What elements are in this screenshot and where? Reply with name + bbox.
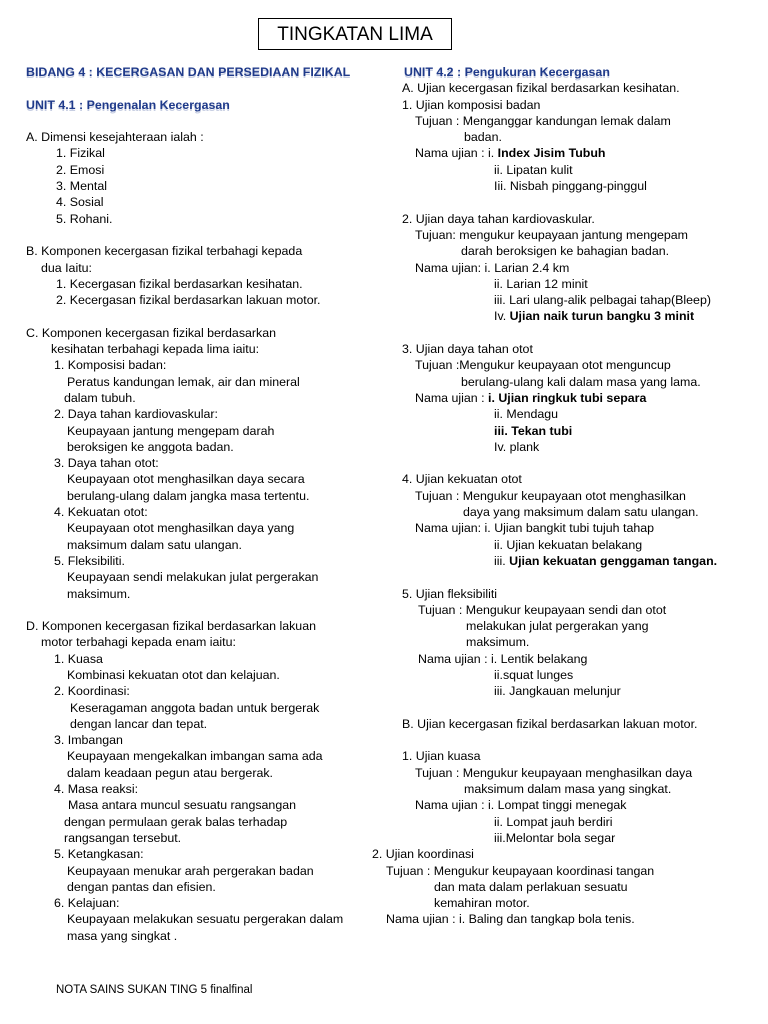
line-text: darah beroksigen ke bahagian badan. bbox=[461, 244, 670, 259]
text-line bbox=[26, 537, 366, 553]
line-text: Nama ujian: i. Larian 2.4 km bbox=[415, 260, 570, 275]
text-line bbox=[372, 341, 762, 357]
text-line bbox=[372, 97, 762, 113]
line-text: ii. Ujian kekuatan belakang bbox=[494, 537, 643, 552]
line-text: 6. Kelajuan: bbox=[54, 896, 120, 911]
text-line bbox=[372, 260, 762, 276]
text-line bbox=[26, 145, 366, 161]
blank-line bbox=[26, 80, 366, 96]
section-heading bbox=[372, 64, 762, 80]
text-line bbox=[372, 537, 762, 553]
line-text: Nama ujian : i. Lentik belakang bbox=[418, 651, 588, 666]
text-line bbox=[26, 651, 366, 667]
text-line bbox=[372, 830, 762, 846]
line-text: Nama ujian : i. bbox=[415, 146, 498, 161]
line-text: Nama ujian : i. Lompat tinggi menegak bbox=[415, 798, 627, 813]
text-line bbox=[26, 781, 366, 797]
text-line bbox=[26, 325, 366, 341]
text-line bbox=[26, 879, 366, 895]
text-line bbox=[26, 732, 366, 748]
blank-line bbox=[372, 569, 762, 585]
line-text: motor terbahagi kepada enam iaitu: bbox=[41, 635, 236, 650]
line-text: dalam keadaan pegun atau bergerak. bbox=[67, 765, 273, 780]
line-text: Tujuan : Mengukur keupayaan koordinasi tangan bbox=[386, 863, 655, 878]
line-text: maksimum dalam satu ulangan. bbox=[67, 537, 242, 552]
text-line bbox=[26, 162, 366, 178]
text-line bbox=[372, 716, 762, 732]
line-text: ii. Lompat jauh berdiri bbox=[494, 814, 613, 829]
text-line bbox=[26, 390, 366, 406]
line-text: Keupayaan melakukan sesuatu pergerakan dalam bbox=[67, 912, 344, 927]
text-line bbox=[26, 129, 366, 145]
text-line bbox=[372, 602, 762, 618]
text-line bbox=[372, 211, 762, 227]
line-text: Kombinasi kekuatan otot dan kelajuan. bbox=[67, 667, 280, 682]
bold-text: Index Jisim Tubuh bbox=[497, 146, 606, 161]
line-text: Tujuan : Mengukur keupayaan otot menghasilkan bbox=[415, 488, 686, 503]
blank-line bbox=[26, 227, 366, 243]
text-line bbox=[26, 520, 366, 536]
line-text: ii. Mendagu bbox=[494, 407, 559, 422]
text-line bbox=[26, 211, 366, 227]
text-line bbox=[372, 80, 762, 96]
line-text: berulang-ulang dalam jangka masa tertentu. bbox=[67, 488, 310, 503]
text-line bbox=[26, 748, 366, 764]
text-line bbox=[372, 374, 762, 390]
line-text: A. Dimensi kesejahteraan ialah : bbox=[26, 130, 204, 145]
text-line bbox=[372, 846, 762, 862]
line-text: kemahiran motor. bbox=[434, 896, 530, 911]
bold-text: iii. Tekan tubi bbox=[494, 423, 573, 438]
bold-text: Ujian naik turun bangku 3 minit bbox=[509, 309, 695, 324]
line-text: B. Komponen kecergasan fizikal terbahagi kepada bbox=[26, 244, 303, 259]
line-text: 2. Ujian daya tahan kardiovaskular. bbox=[402, 211, 595, 226]
line-text: badan. bbox=[464, 130, 502, 145]
text-line bbox=[372, 390, 762, 406]
bold-text: Ujian kekuatan genggaman tangan. bbox=[509, 553, 718, 568]
left-column bbox=[26, 64, 366, 944]
page-title: TINGKATAN LIMA bbox=[258, 18, 452, 50]
line-text: 1. Komposisi badan: bbox=[54, 358, 167, 373]
text-line bbox=[26, 455, 366, 471]
line-text: Keseragaman anggota badan untuk bergerak bbox=[70, 700, 320, 715]
blank-line bbox=[372, 732, 762, 748]
line-text: dua Iaitu: bbox=[41, 260, 92, 275]
text-line bbox=[26, 357, 366, 373]
line-text: Nama ujian : i. Baling dan tangkap bola tenis. bbox=[386, 912, 635, 927]
line-text: beroksigen ke anggota badan. bbox=[67, 439, 234, 454]
text-line bbox=[372, 765, 762, 781]
text-line bbox=[372, 488, 762, 504]
text-line bbox=[372, 178, 762, 194]
line-text: 1. Kecergasan fizikal berdasarkan kesihatan. bbox=[56, 276, 303, 291]
line-text: D. Komponen kecergasan fizikal berdasarkan lakuan bbox=[26, 619, 316, 634]
text-line bbox=[372, 308, 762, 324]
line-text: Keupayaan otot menghasilkan daya yang bbox=[67, 521, 295, 536]
text-line bbox=[26, 634, 366, 650]
line-text: Keupayaan menukar arah pergerakan badan bbox=[67, 863, 314, 878]
footer-note: NOTA SAINS SUKAN TING 5 finalfinal bbox=[56, 984, 253, 996]
text-line bbox=[372, 553, 762, 569]
line-text: Keupayaan mengekalkan imbangan sama ada bbox=[67, 749, 323, 764]
line-text: Tujuan :Mengukur keupayaan otot menguncup bbox=[415, 358, 671, 373]
bold-text: i. Ujian ringkuk tubi separa bbox=[488, 390, 647, 405]
line-text: iii. bbox=[494, 553, 510, 568]
line-text: iii. Lari ulang-alik pelbagai tahap(Bleep) bbox=[494, 293, 711, 308]
line-text: 3. Ujian daya tahan otot bbox=[402, 342, 533, 357]
text-line bbox=[26, 243, 366, 259]
text-line bbox=[26, 765, 366, 781]
text-line bbox=[26, 911, 366, 927]
text-line bbox=[372, 162, 762, 178]
line-text: 1. Fizikal bbox=[56, 146, 105, 161]
text-line bbox=[372, 406, 762, 422]
text-line bbox=[26, 276, 366, 292]
text-line bbox=[26, 374, 366, 390]
line-text: maksimum. bbox=[67, 586, 131, 601]
text-line bbox=[372, 781, 762, 797]
line-text: Peratus kandungan lemak, air dan mineral bbox=[67, 374, 300, 389]
blank-line bbox=[372, 194, 762, 210]
line-text: 2. Ujian koordinasi bbox=[372, 847, 474, 862]
text-line bbox=[372, 243, 762, 259]
text-line bbox=[372, 276, 762, 292]
text-line bbox=[26, 504, 366, 520]
line-text: 1. Ujian kuasa bbox=[402, 749, 481, 764]
line-text: masa yang singkat . bbox=[67, 928, 178, 943]
line-text: Tujuan : Menganggar kandungan lemak dalam bbox=[415, 113, 671, 128]
line-text: Keupayaan sendi melakukan julat pergerakan bbox=[67, 570, 319, 585]
text-line bbox=[372, 292, 762, 308]
line-text: dengan pantas dan efisien. bbox=[67, 879, 216, 894]
text-line bbox=[372, 667, 762, 683]
text-line bbox=[26, 292, 366, 308]
line-text: kesihatan terbahagi kepada lima iaitu: bbox=[51, 342, 260, 357]
line-text: maksimum. bbox=[466, 635, 530, 650]
line-text: ii.squat lunges bbox=[494, 667, 574, 682]
text-line bbox=[372, 651, 762, 667]
text-line bbox=[372, 504, 762, 520]
line-text: UNIT 4.1 : Pengenalan Kecergasan bbox=[26, 97, 230, 112]
line-text: Nama ujian : bbox=[415, 390, 489, 405]
line-text: maksimum dalam masa yang singkat. bbox=[464, 782, 672, 797]
line-text: berulang-ulang kali dalam masa yang lama. bbox=[461, 374, 701, 389]
line-text: 4. Ujian kekuatan otot bbox=[402, 472, 522, 487]
text-line bbox=[26, 471, 366, 487]
line-text: Keupayaan otot menghasilkan daya secara bbox=[67, 472, 305, 487]
line-text: 4. Kekuatan otot: bbox=[54, 505, 148, 520]
line-text: 3. Imbangan bbox=[54, 733, 123, 748]
text-line bbox=[26, 586, 366, 602]
text-line bbox=[26, 260, 366, 276]
line-text: 3. Mental bbox=[56, 179, 107, 194]
line-text: 1. Ujian komposisi badan bbox=[402, 97, 541, 112]
section-heading bbox=[26, 64, 366, 80]
text-line bbox=[372, 520, 762, 536]
line-text: Keupayaan jantung mengepam darah bbox=[67, 423, 275, 438]
line-text: ii. Lipatan kulit bbox=[494, 162, 573, 177]
line-text: 3. Daya tahan otot: bbox=[54, 456, 159, 471]
text-line bbox=[372, 113, 762, 129]
blank-line bbox=[26, 602, 366, 618]
text-line bbox=[26, 895, 366, 911]
text-line bbox=[372, 618, 762, 634]
text-line bbox=[372, 748, 762, 764]
line-text: Iv. plank bbox=[494, 439, 540, 454]
line-text: ii. Larian 12 minit bbox=[494, 276, 588, 291]
line-text: iii.Melontar bola segar bbox=[494, 830, 616, 845]
blank-line bbox=[26, 113, 366, 129]
text-line bbox=[26, 618, 366, 634]
line-text: Nama ujian: i. Ujian bangkit tubi tujuh tahap bbox=[415, 521, 655, 536]
text-line bbox=[26, 683, 366, 699]
text-line bbox=[372, 634, 762, 650]
line-text: 2. Daya tahan kardiovaskular: bbox=[54, 407, 218, 422]
text-line bbox=[372, 911, 762, 927]
line-text: dan mata dalam perlakuan sesuatu bbox=[434, 879, 628, 894]
blank-line bbox=[372, 455, 762, 471]
line-text: BIDANG 4 : KECERGASAN DAN PERSEDIAAN FIZIKAL bbox=[26, 65, 351, 79]
line-text: 4. Masa reaksi: bbox=[54, 782, 139, 797]
line-text: Masa antara muncul sesuatu rangsangan bbox=[68, 798, 296, 813]
line-text: 5. Rohani. bbox=[56, 211, 113, 226]
blank-line bbox=[372, 700, 762, 716]
section-heading bbox=[26, 97, 366, 113]
line-text: rangsangan tersebut. bbox=[64, 830, 182, 845]
line-text: daya yang maksimum dalam satu ulangan. bbox=[463, 505, 699, 520]
text-line bbox=[26, 863, 366, 879]
line-text: Iii. Nisbah pinggang-pinggul bbox=[494, 179, 647, 194]
text-line bbox=[372, 129, 762, 145]
text-line bbox=[26, 846, 366, 862]
text-line bbox=[26, 406, 366, 422]
text-line bbox=[26, 423, 366, 439]
text-line bbox=[26, 553, 366, 569]
text-line bbox=[26, 488, 366, 504]
text-line bbox=[26, 700, 366, 716]
text-line bbox=[26, 341, 366, 357]
text-line bbox=[372, 683, 762, 699]
text-line bbox=[372, 471, 762, 487]
text-line bbox=[26, 814, 366, 830]
text-line bbox=[372, 227, 762, 243]
line-text: 5. Ketangkasan: bbox=[54, 847, 144, 862]
line-text: 5. Ujian fleksibiliti bbox=[402, 586, 498, 601]
text-line bbox=[372, 423, 762, 439]
line-text: Tujuan : Mengukur keupayaan sendi dan otot bbox=[418, 602, 667, 617]
line-text: 5. Fleksibiliti. bbox=[54, 553, 125, 568]
line-text: 2. Emosi bbox=[56, 162, 105, 177]
blank-line bbox=[372, 325, 762, 341]
right-column bbox=[372, 64, 762, 928]
line-text: UNIT 4.2 : Pengukuran Kecergasan bbox=[404, 65, 610, 79]
text-line bbox=[26, 830, 366, 846]
line-text: 1. Kuasa bbox=[54, 651, 103, 666]
text-line bbox=[26, 797, 366, 813]
text-line bbox=[26, 194, 366, 210]
text-line bbox=[372, 895, 762, 911]
line-text: 2. Koordinasi: bbox=[54, 684, 130, 699]
line-text: iii. Jangkauan melunjur bbox=[494, 684, 621, 699]
line-text: Tujuan: mengukur keupayaan jantung mengepam bbox=[415, 227, 689, 242]
text-line bbox=[26, 928, 366, 944]
line-text: 4. Sosial bbox=[56, 195, 104, 210]
text-line bbox=[26, 439, 366, 455]
line-text: dengan permulaan gerak balas terhadap bbox=[64, 814, 288, 829]
line-text: A. Ujian kecergasan fizikal berdasarkan kesihatan. bbox=[402, 81, 680, 96]
line-text: B. Ujian kecergasan fizikal berdasarkan lakuan motor. bbox=[402, 716, 698, 731]
text-line bbox=[372, 797, 762, 813]
text-line bbox=[26, 569, 366, 585]
text-line bbox=[372, 863, 762, 879]
line-text: dalam tubuh. bbox=[64, 390, 136, 405]
text-line bbox=[372, 814, 762, 830]
line-text: dengan lancar dan tepat. bbox=[70, 716, 208, 731]
line-text: C. Komponen kecergasan fizikal berdasarkan bbox=[26, 325, 277, 340]
line-text: 2. Kecergasan fizikal berdasarkan lakuan motor. bbox=[56, 293, 321, 308]
text-line bbox=[26, 716, 366, 732]
blank-line bbox=[26, 308, 366, 324]
text-line bbox=[26, 178, 366, 194]
text-line bbox=[372, 145, 762, 161]
line-text: Iv. bbox=[494, 309, 510, 324]
line-text: Tujuan : Mengukur keupayaan menghasilkan daya bbox=[415, 765, 693, 780]
text-line bbox=[372, 586, 762, 602]
text-line bbox=[26, 667, 366, 683]
text-line bbox=[372, 439, 762, 455]
line-text: melakukan julat pergerakan yang bbox=[466, 619, 649, 634]
text-line bbox=[372, 357, 762, 373]
text-line bbox=[372, 879, 762, 895]
